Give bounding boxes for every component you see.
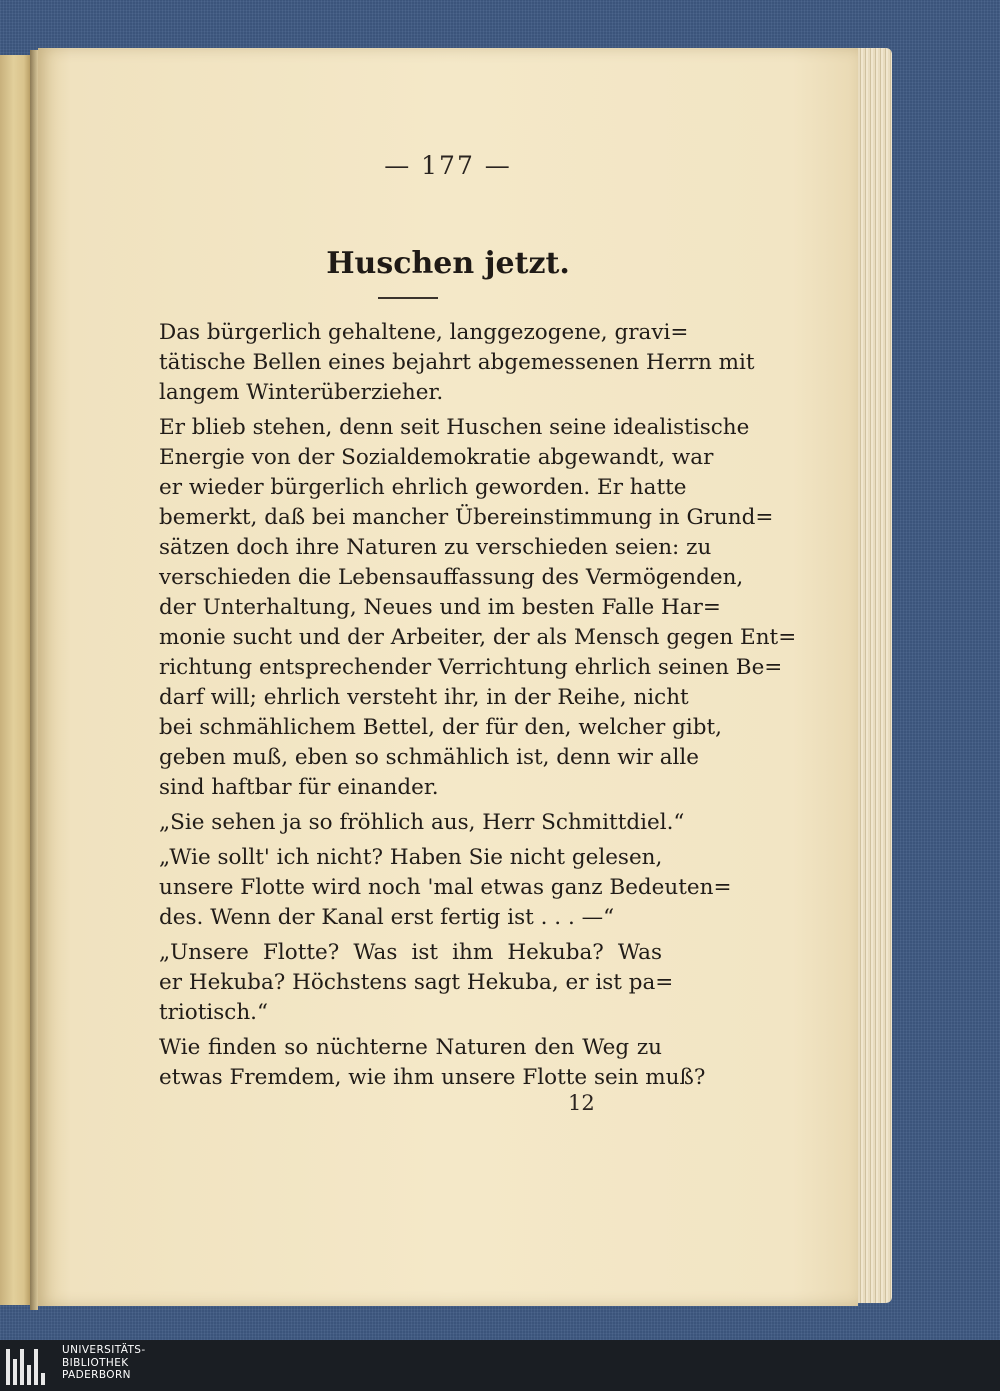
- chapter-title: Huschen jetzt.: [326, 246, 570, 281]
- library-name-line: BIBLIOTHEK: [62, 1356, 129, 1369]
- text-line: etwas Fremdem, wie ihm unsere Flotte sein muß?: [159, 1065, 706, 1090]
- text-line: unsere Flotte wird noch 'mal etwas ganz Bedeuten=: [159, 875, 732, 900]
- page-number: — 177 —: [384, 151, 512, 180]
- text-line: triotisch.“: [159, 1000, 269, 1025]
- library-footer: [0, 1340, 1000, 1391]
- text-line: „Unsere Flotte? Was ist ihm Hekuba? Was: [159, 940, 662, 965]
- text-line: er Hekuba? Höchstens sagt Hekuba, er ist pa=: [159, 970, 674, 995]
- text-line: Energie von der Sozialdemokratie abgewandt, war: [159, 445, 714, 470]
- text-line: monie sucht und der Arbeiter, der als Mensch gegen Ent=: [159, 625, 797, 650]
- text-line: bei schmählichem Bettel, der für den, welcher gibt,: [159, 715, 722, 740]
- text-line: bemerkt, daß bei mancher Übereinstimmung in Grund=: [159, 505, 774, 530]
- text-line: richtung entsprechender Verrichtung ehrlich seinen Be=: [159, 655, 783, 680]
- text-line: „Sie sehen ja so fröhlich aus, Herr Schmittdiel.“: [159, 810, 685, 835]
- left-page-edge: [0, 55, 30, 1305]
- text-line: sind haftbar für einander.: [159, 775, 439, 800]
- text-line: geben muß, eben so schmählich ist, denn wir alle: [159, 745, 699, 770]
- text-line: Das bürgerlich gehaltene, langgezogene, gravi=: [159, 320, 689, 345]
- text-line: Wie finden so nüchterne Naturen den Weg zu: [159, 1035, 662, 1060]
- text-line: der Unterhaltung, Neues und im besten Falle Har=: [159, 595, 721, 620]
- book-page: [38, 48, 858, 1306]
- text-line: des. Wenn der Kanal erst fertig ist . . . —“: [159, 905, 615, 930]
- library-name-line: UNIVERSITÄTS-: [62, 1344, 146, 1356]
- book-gutter: [30, 50, 38, 1310]
- library-logo-icon: [6, 1345, 50, 1385]
- library-name: [62, 1344, 146, 1382]
- text-line: Er blieb stehen, denn seit Huschen seine idealistische: [159, 415, 750, 440]
- text-line: er wieder bürgerlich ehrlich geworden. Er hatte: [159, 475, 687, 500]
- text-line: sätzen doch ihre Naturen zu verschieden seien: zu: [159, 535, 712, 560]
- text-line: „Wie sollt' ich nicht? Haben Sie nicht gelesen,: [159, 845, 663, 870]
- library-name-line: PADERBORN: [62, 1369, 131, 1381]
- text-line: langem Winterüberzieher.: [159, 380, 444, 405]
- signature-mark: 12: [568, 1091, 595, 1115]
- title-rule: [378, 297, 438, 299]
- text-line: verschieden die Lebensauffassung des Vermögenden,: [159, 565, 744, 590]
- text-line: darf will; ehrlich versteht ihr, in der Reihe, nicht: [159, 685, 689, 710]
- text-line: tätische Bellen eines bejahrt abgemessenen Herrn mit: [159, 350, 755, 375]
